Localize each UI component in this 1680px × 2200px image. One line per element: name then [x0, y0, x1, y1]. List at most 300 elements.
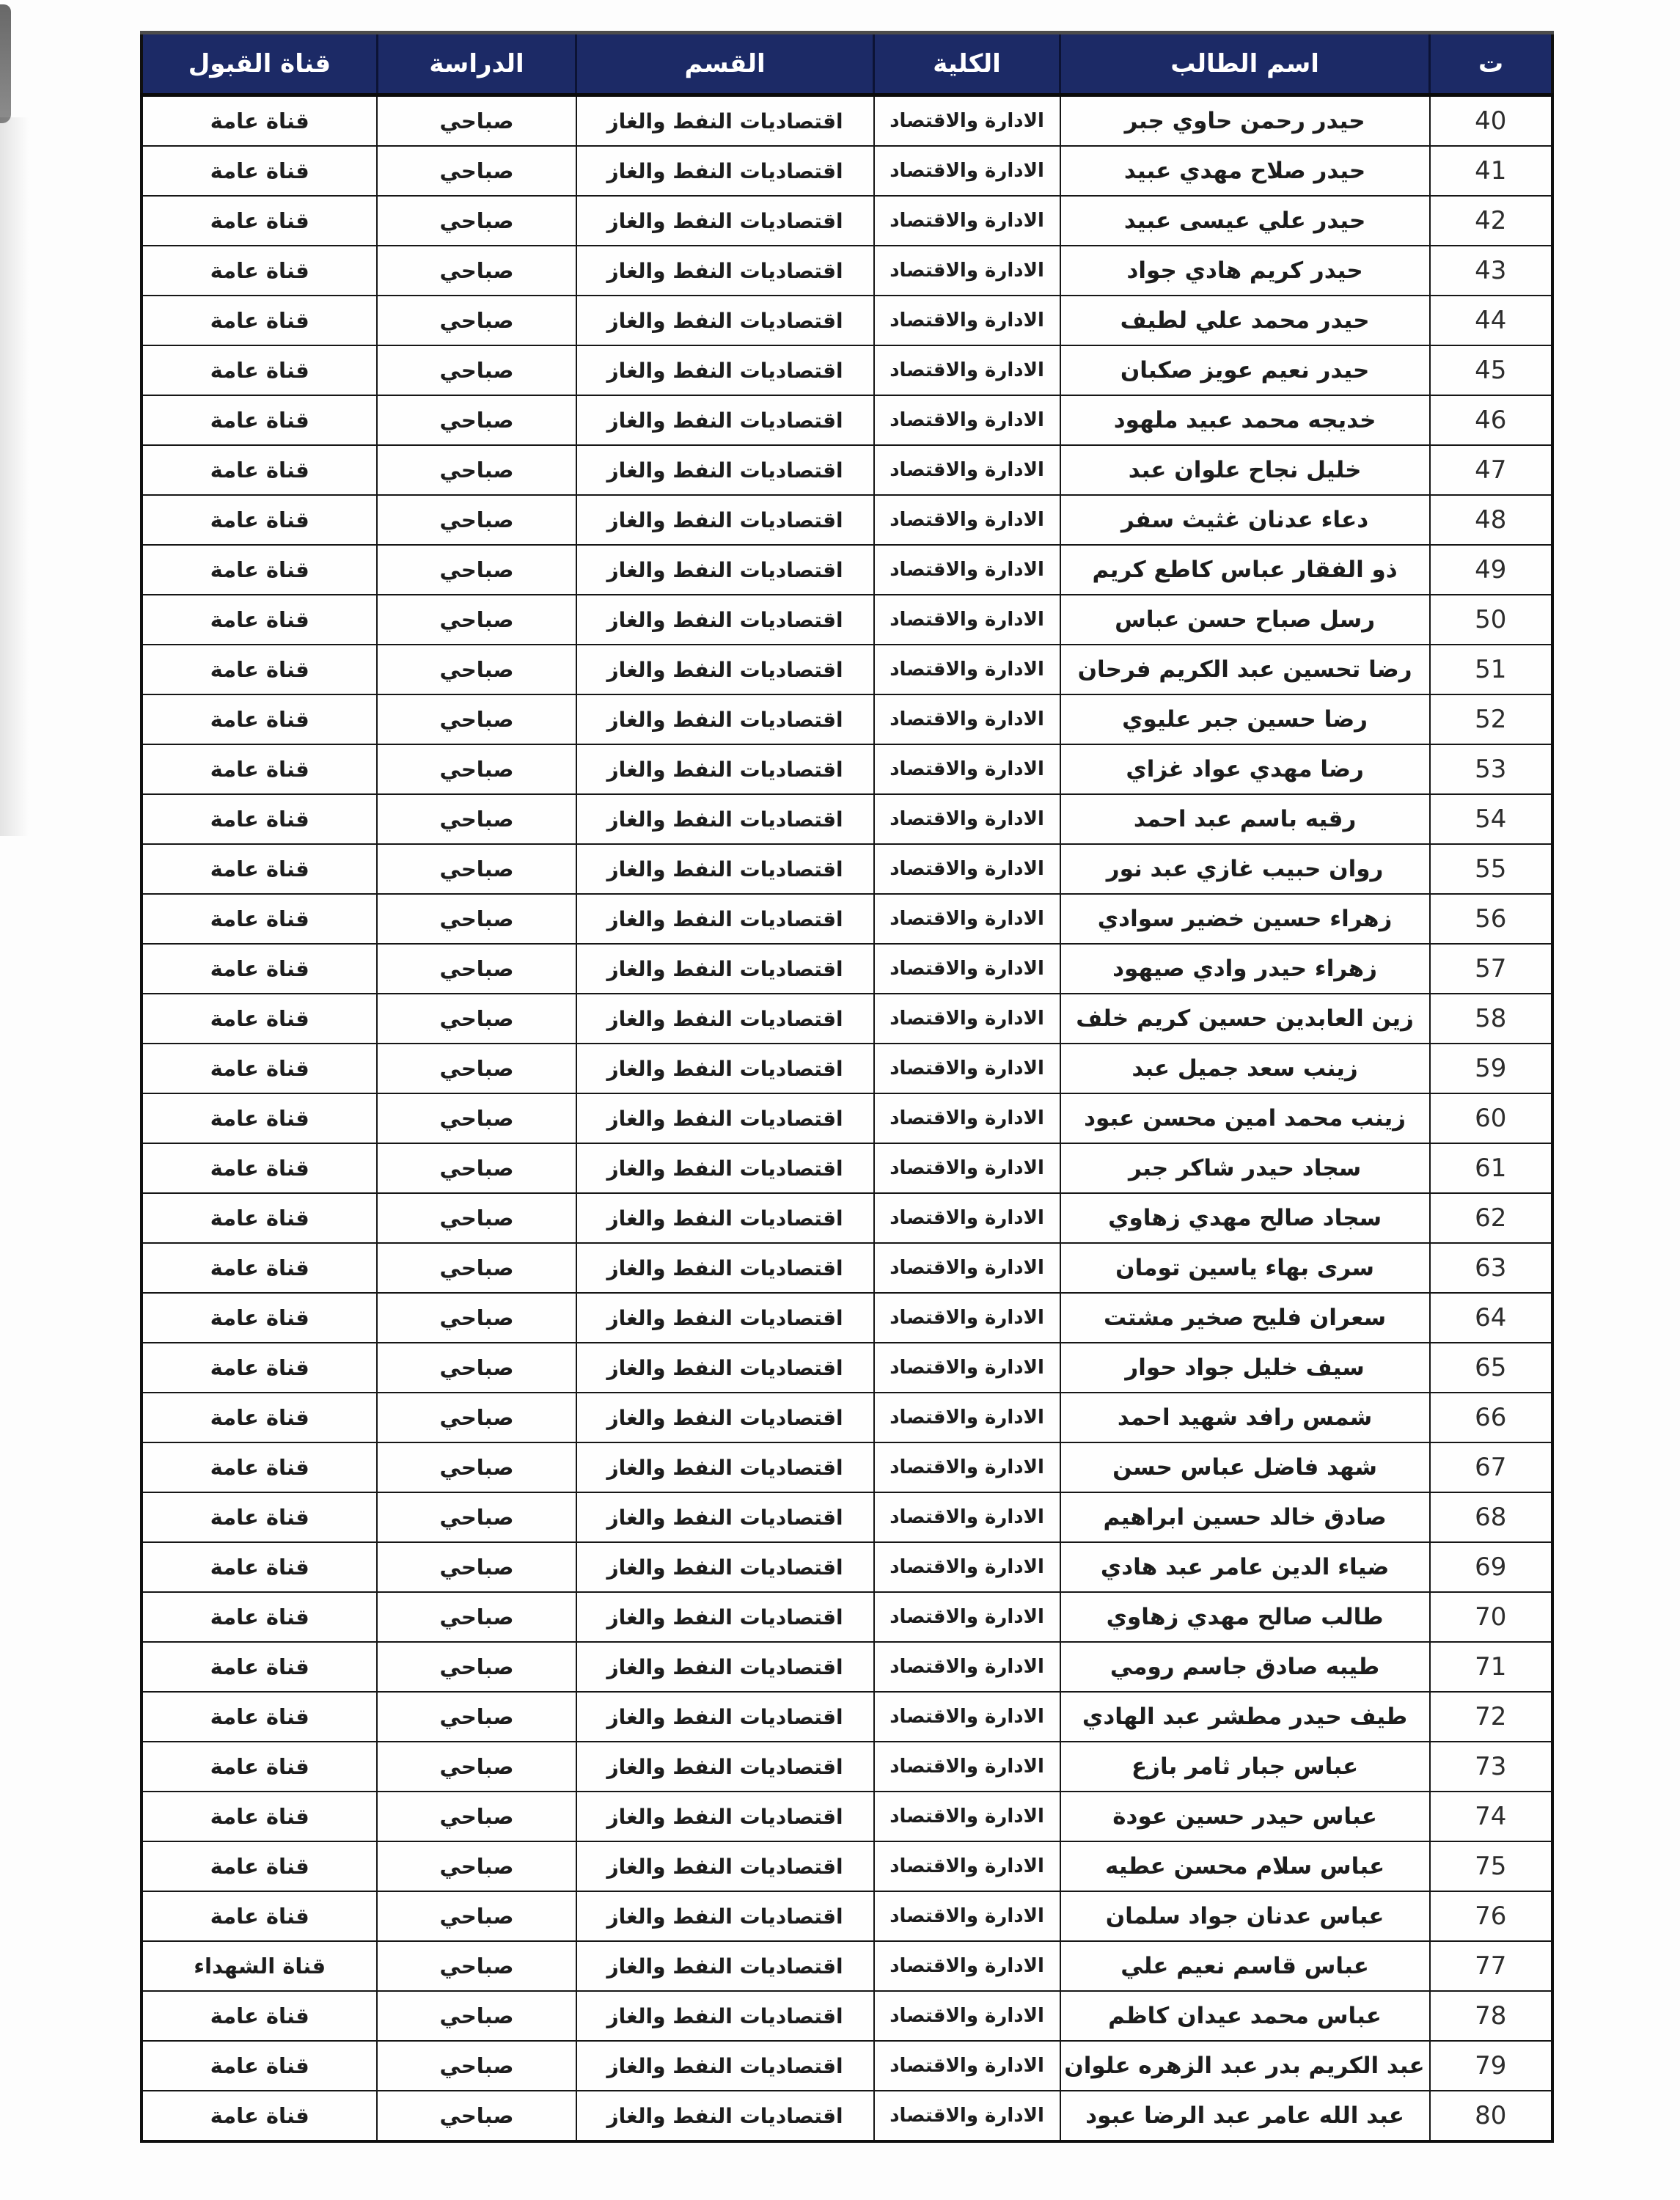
cell-study-type: صباحي	[377, 1492, 576, 1542]
cell-college: الادارة والاقتصاد	[874, 645, 1060, 694]
cell-admission-channel: قناة عامة	[142, 595, 377, 645]
cell-college: الادارة والاقتصاد	[874, 1243, 1060, 1293]
cell-student-name: زينب محمد امين محسن عبود	[1060, 1093, 1430, 1143]
cell-college: الادارة والاقتصاد	[874, 495, 1060, 545]
table-row	[142, 246, 1552, 296]
table-row	[142, 844, 1552, 894]
cell-college: الادارة والاقتصاد	[874, 1442, 1060, 1492]
table-row	[142, 794, 1552, 844]
cell-admission-channel: قناة عامة	[142, 1692, 377, 1742]
cell-no: 53	[1430, 744, 1552, 794]
cell-admission-channel: قناة عامة	[142, 1243, 377, 1293]
cell-admission-channel: قناة عامة	[142, 1343, 377, 1393]
cell-admission-channel: قناة عامة	[142, 345, 377, 395]
table-row	[142, 1891, 1552, 1941]
cell-student-name: حيدر صلاح مهدي عبيد	[1060, 146, 1430, 196]
cell-no: 76	[1430, 1891, 1552, 1941]
cell-admission-channel: قناة عامة	[142, 1442, 377, 1492]
cell-admission-channel: قناة عامة	[142, 994, 377, 1044]
cell-student-name: عبد الله عامر عبد الرضا عبود	[1060, 2091, 1430, 2141]
cell-student-name: شهد فاضل عباس حسن	[1060, 1442, 1430, 1492]
cell-study-type: صباحي	[377, 2041, 576, 2091]
cell-department: اقتصاديات النفط والغاز	[576, 1841, 874, 1891]
header-study-type: الدراسة	[377, 33, 576, 95]
cell-study-type: صباحي	[377, 844, 576, 894]
cell-department: اقتصاديات النفط والغاز	[576, 1243, 874, 1293]
cell-student-name: رضا مهدي عواد غزاي	[1060, 744, 1430, 794]
header-college: الكلية	[874, 33, 1060, 95]
cell-student-name: سرى بهاء ياسين تومان	[1060, 1243, 1430, 1293]
cell-college: الادارة والاقتصاد	[874, 1492, 1060, 1542]
table-row	[142, 894, 1552, 944]
cell-study-type: صباحي	[377, 1293, 576, 1343]
cell-admission-channel: قناة عامة	[142, 694, 377, 744]
header-no: ت	[1430, 33, 1552, 95]
cell-study-type: صباحي	[377, 1991, 576, 2041]
table-row	[142, 1642, 1552, 1692]
cell-college: الادارة والاقتصاد	[874, 894, 1060, 944]
cell-college: الادارة والاقتصاد	[874, 395, 1060, 445]
cell-study-type: صباحي	[377, 1343, 576, 1393]
cell-no: 42	[1430, 196, 1552, 246]
scroll-indicator[interactable]	[0, 4, 11, 123]
cell-student-name: دعاء عدنان غثيث سفر	[1060, 495, 1430, 545]
cell-department: اقتصاديات النفط والغاز	[576, 2041, 874, 2091]
table-body	[142, 95, 1552, 2142]
cell-student-name: حيدر محمد علي لطيف	[1060, 296, 1430, 345]
cell-admission-channel: قناة عامة	[142, 1293, 377, 1343]
cell-department: اقتصاديات النفط والغاز	[576, 1692, 874, 1742]
cell-study-type: صباحي	[377, 495, 576, 545]
cell-admission-channel: قناة عامة	[142, 794, 377, 844]
cell-department: اقتصاديات النفط والغاز	[576, 1891, 874, 1941]
cell-study-type: صباحي	[377, 744, 576, 794]
cell-student-name: طالب صالح مهدي زهاوي	[1060, 1592, 1430, 1642]
cell-no: 69	[1430, 1542, 1552, 1592]
cell-study-type: صباحي	[377, 1692, 576, 1742]
table-row	[142, 545, 1552, 595]
cell-no: 77	[1430, 1941, 1552, 1991]
cell-admission-channel: قناة عامة	[142, 196, 377, 246]
cell-college: الادارة والاقتصاد	[874, 1343, 1060, 1393]
cell-college: الادارة والاقتصاد	[874, 1542, 1060, 1592]
cell-college: الادارة والاقتصاد	[874, 595, 1060, 645]
cell-no: 62	[1430, 1193, 1552, 1243]
cell-study-type: صباحي	[377, 395, 576, 445]
scan-shadow	[0, 117, 34, 836]
table-row	[142, 1841, 1552, 1891]
table-row	[142, 1692, 1552, 1742]
cell-study-type: صباحي	[377, 2091, 576, 2141]
cell-no: 80	[1430, 2091, 1552, 2141]
table-row	[142, 2041, 1552, 2091]
cell-department: اقتصاديات النفط والغاز	[576, 1093, 874, 1143]
cell-study-type: صباحي	[377, 1592, 576, 1642]
cell-admission-channel: قناة عامة	[142, 445, 377, 495]
table-row	[142, 1991, 1552, 2041]
cell-college: الادارة والاقتصاد	[874, 2091, 1060, 2141]
cell-admission-channel: قناة عامة	[142, 296, 377, 345]
cell-study-type: صباحي	[377, 694, 576, 744]
cell-study-type: صباحي	[377, 1891, 576, 1941]
cell-study-type: صباحي	[377, 196, 576, 246]
cell-admission-channel: قناة عامة	[142, 1093, 377, 1143]
cell-admission-channel: قناة عامة	[142, 1492, 377, 1542]
cell-no: 78	[1430, 1991, 1552, 2041]
cell-no: 49	[1430, 545, 1552, 595]
cell-student-name: طيف حيدر مطشر عبد الهادي	[1060, 1692, 1430, 1742]
header-admission-channel: قناة القبول	[142, 33, 377, 95]
cell-admission-channel: قناة عامة	[142, 1393, 377, 1442]
cell-college: الادارة والاقتصاد	[874, 1143, 1060, 1193]
cell-college: الادارة والاقتصاد	[874, 844, 1060, 894]
cell-study-type: صباحي	[377, 794, 576, 844]
cell-student-name: سعران فليح صخير مشتت	[1060, 1293, 1430, 1343]
cell-no: 70	[1430, 1592, 1552, 1642]
table-row	[142, 645, 1552, 694]
cell-college: الادارة والاقتصاد	[874, 1642, 1060, 1692]
cell-no: 48	[1430, 495, 1552, 545]
table-row	[142, 495, 1552, 545]
header-student-name: اسم الطالب	[1060, 33, 1430, 95]
table-row	[142, 1293, 1552, 1343]
table-row	[142, 1044, 1552, 1093]
cell-study-type: صباحي	[377, 95, 576, 147]
cell-no: 75	[1430, 1841, 1552, 1891]
cell-college: الادارة والاقتصاد	[874, 296, 1060, 345]
cell-no: 67	[1430, 1442, 1552, 1492]
cell-college: الادارة والاقتصاد	[874, 794, 1060, 844]
cell-admission-channel: قناة عامة	[142, 1193, 377, 1243]
students-table	[140, 31, 1554, 2143]
cell-department: اقتصاديات النفط والغاز	[576, 95, 874, 147]
table-row	[142, 146, 1552, 196]
cell-department: اقتصاديات النفط والغاز	[576, 495, 874, 545]
cell-college: الادارة والاقتصاد	[874, 146, 1060, 196]
cell-no: 71	[1430, 1642, 1552, 1692]
cell-study-type: صباحي	[377, 944, 576, 994]
table-row	[142, 944, 1552, 994]
cell-no: 64	[1430, 1293, 1552, 1343]
table-row	[142, 595, 1552, 645]
table-row	[142, 1542, 1552, 1592]
cell-study-type: صباحي	[377, 1193, 576, 1243]
cell-study-type: صباحي	[377, 1542, 576, 1592]
cell-college: الادارة والاقتصاد	[874, 1093, 1060, 1143]
cell-admission-channel: قناة عامة	[142, 1991, 377, 2041]
cell-study-type: صباحي	[377, 545, 576, 595]
cell-no: 57	[1430, 944, 1552, 994]
cell-no: 73	[1430, 1742, 1552, 1792]
table-row	[142, 196, 1552, 246]
cell-department: اقتصاديات النفط والغاز	[576, 1542, 874, 1592]
cell-department: اقتصاديات النفط والغاز	[576, 196, 874, 246]
table-row	[142, 1143, 1552, 1193]
cell-department: اقتصاديات النفط والغاز	[576, 1044, 874, 1093]
cell-study-type: صباحي	[377, 345, 576, 395]
cell-student-name: حيدر رحمن حاوي جبر	[1060, 95, 1430, 147]
table-row	[142, 744, 1552, 794]
cell-department: اقتصاديات النفط والغاز	[576, 744, 874, 794]
cell-student-name: خليل نجاح علوان عبد	[1060, 445, 1430, 495]
cell-college: الادارة والاقتصاد	[874, 95, 1060, 147]
cell-department: اقتصاديات النفط والغاز	[576, 595, 874, 645]
cell-study-type: صباحي	[377, 645, 576, 694]
table-row	[142, 1243, 1552, 1293]
cell-student-name: سيف خليل جواد حوار	[1060, 1343, 1430, 1393]
cell-department: اقتصاديات النفط والغاز	[576, 1442, 874, 1492]
cell-admission-channel: قناة عامة	[142, 246, 377, 296]
cell-department: اقتصاديات النفط والغاز	[576, 994, 874, 1044]
cell-student-name: زينب سعد جميل عبد	[1060, 1044, 1430, 1093]
cell-study-type: صباحي	[377, 1841, 576, 1891]
cell-student-name: عبد الكريم بدر عبد الزهره علوان	[1060, 2041, 1430, 2091]
cell-department: اقتصاديات النفط والغاز	[576, 844, 874, 894]
cell-department: اقتصاديات النفط والغاز	[576, 1792, 874, 1841]
cell-study-type: صباحي	[377, 994, 576, 1044]
cell-no: 44	[1430, 296, 1552, 345]
cell-admission-channel: قناة عامة	[142, 645, 377, 694]
cell-college: الادارة والاقتصاد	[874, 1293, 1060, 1343]
cell-college: الادارة والاقتصاد	[874, 1592, 1060, 1642]
cell-no: 65	[1430, 1343, 1552, 1393]
cell-department: اقتصاديات النفط والغاز	[576, 545, 874, 595]
table-row	[142, 1592, 1552, 1642]
cell-department: اقتصاديات النفط والغاز	[576, 1941, 874, 1991]
table-row	[142, 296, 1552, 345]
cell-admission-channel: قناة عامة	[142, 1792, 377, 1841]
cell-no: 43	[1430, 246, 1552, 296]
cell-no: 47	[1430, 445, 1552, 495]
table-row	[142, 1393, 1552, 1442]
table-row	[142, 445, 1552, 495]
cell-no: 59	[1430, 1044, 1552, 1093]
cell-department: اقتصاديات النفط والغاز	[576, 1991, 874, 2041]
cell-admission-channel: قناة عامة	[142, 894, 377, 944]
cell-admission-channel: قناة عامة	[142, 545, 377, 595]
cell-student-name: ذو الفقار عباس كاطع كريم	[1060, 545, 1430, 595]
cell-department: اقتصاديات النفط والغاز	[576, 1193, 874, 1243]
cell-no: 58	[1430, 994, 1552, 1044]
cell-no: 63	[1430, 1243, 1552, 1293]
cell-college: الادارة والاقتصاد	[874, 1941, 1060, 1991]
cell-student-name: عباس حيدر حسين عودة	[1060, 1792, 1430, 1841]
cell-college: الادارة والاقتصاد	[874, 545, 1060, 595]
cell-admission-channel: قناة عامة	[142, 1742, 377, 1792]
cell-college: الادارة والاقتصاد	[874, 196, 1060, 246]
cell-no: 52	[1430, 694, 1552, 744]
table-row	[142, 1792, 1552, 1841]
cell-student-name: صادق خالد حسين ابراهيم	[1060, 1492, 1430, 1542]
cell-admission-channel: قناة عامة	[142, 146, 377, 196]
cell-college: الادارة والاقتصاد	[874, 694, 1060, 744]
cell-student-name: سجاد حيدر شاكر جبر	[1060, 1143, 1430, 1193]
cell-admission-channel: قناة عامة	[142, 1044, 377, 1093]
cell-no: 72	[1430, 1692, 1552, 1742]
cell-student-name: ضياء الدين عامر عبد هادي	[1060, 1542, 1430, 1592]
table-row	[142, 1343, 1552, 1393]
cell-study-type: صباحي	[377, 246, 576, 296]
cell-department: اقتصاديات النفط والغاز	[576, 1293, 874, 1343]
cell-admission-channel: قناة عامة	[142, 944, 377, 994]
table-row	[142, 1742, 1552, 1792]
cell-department: اقتصاديات النفط والغاز	[576, 944, 874, 994]
cell-student-name: رضا تحسين عبد الكريم فرحان	[1060, 645, 1430, 694]
cell-student-name: عباس عدنان جواد سلمان	[1060, 1891, 1430, 1941]
cell-department: اقتصاديات النفط والغاز	[576, 1592, 874, 1642]
cell-admission-channel: قناة عامة	[142, 1592, 377, 1642]
cell-student-name: عباس محمد عيدان كاظم	[1060, 1991, 1430, 2041]
cell-study-type: صباحي	[377, 1093, 576, 1143]
cell-admission-channel: قناة عامة	[142, 1891, 377, 1941]
cell-college: الادارة والاقتصاد	[874, 1841, 1060, 1891]
cell-department: اقتصاديات النفط والغاز	[576, 894, 874, 944]
cell-study-type: صباحي	[377, 1143, 576, 1193]
cell-admission-channel: قناة عامة	[142, 844, 377, 894]
cell-student-name: عباس سلام محسن عطيه	[1060, 1841, 1430, 1891]
cell-study-type: صباحي	[377, 1243, 576, 1293]
cell-college: الادارة والاقتصاد	[874, 246, 1060, 296]
cell-student-name: عباس قاسم نعيم علي	[1060, 1941, 1430, 1991]
cell-no: 51	[1430, 645, 1552, 694]
cell-college: الادارة والاقتصاد	[874, 1792, 1060, 1841]
cell-no: 41	[1430, 146, 1552, 196]
cell-department: اقتصاديات النفط والغاز	[576, 1393, 874, 1442]
cell-student-name: زهراء حيدر وادي صيهود	[1060, 944, 1430, 994]
cell-study-type: صباحي	[377, 296, 576, 345]
cell-study-type: صباحي	[377, 1044, 576, 1093]
cell-student-name: شمس رافد شهيد احمد	[1060, 1393, 1430, 1442]
cell-no: 74	[1430, 1792, 1552, 1841]
cell-no: 55	[1430, 844, 1552, 894]
cell-admission-channel: قناة عامة	[142, 395, 377, 445]
cell-department: اقتصاديات النفط والغاز	[576, 296, 874, 345]
cell-department: اقتصاديات النفط والغاز	[576, 694, 874, 744]
cell-study-type: صباحي	[377, 894, 576, 944]
cell-department: اقتصاديات النفط والغاز	[576, 1742, 874, 1792]
cell-department: اقتصاديات النفط والغاز	[576, 1492, 874, 1542]
header-row	[142, 33, 1552, 95]
cell-college: الادارة والاقتصاد	[874, 1193, 1060, 1243]
cell-no: 61	[1430, 1143, 1552, 1193]
cell-department: اقتصاديات النفط والغاز	[576, 1642, 874, 1692]
cell-no: 54	[1430, 794, 1552, 844]
cell-study-type: صباحي	[377, 1742, 576, 1792]
cell-study-type: صباحي	[377, 1442, 576, 1492]
cell-no: 50	[1430, 595, 1552, 645]
cell-student-name: طيبه صادق جاسم رومي	[1060, 1642, 1430, 1692]
table-header	[142, 33, 1552, 95]
cell-college: الادارة والاقتصاد	[874, 1742, 1060, 1792]
cell-student-name: حيدر علي عيسى عبيد	[1060, 196, 1430, 246]
cell-admission-channel: قناة عامة	[142, 2091, 377, 2141]
cell-college: الادارة والاقتصاد	[874, 1692, 1060, 1742]
cell-college: الادارة والاقتصاد	[874, 1393, 1060, 1442]
cell-student-name: زهراء حسين خضير سوادي	[1060, 894, 1430, 944]
cell-college: الادارة والاقتصاد	[874, 944, 1060, 994]
cell-student-name: روان حبيب غازي عبد نور	[1060, 844, 1430, 894]
table-row	[142, 994, 1552, 1044]
cell-study-type: صباحي	[377, 146, 576, 196]
cell-department: اقتصاديات النفط والغاز	[576, 146, 874, 196]
cell-admission-channel: قناة عامة	[142, 1841, 377, 1891]
cell-college: الادارة والاقتصاد	[874, 744, 1060, 794]
cell-student-name: سجاد صالح مهدي زهاوي	[1060, 1193, 1430, 1243]
cell-department: اقتصاديات النفط والغاز	[576, 794, 874, 844]
table-row	[142, 1193, 1552, 1243]
cell-department: اقتصاديات النفط والغاز	[576, 395, 874, 445]
table-row	[142, 694, 1552, 744]
table-row	[142, 345, 1552, 395]
cell-no: 66	[1430, 1393, 1552, 1442]
table-row	[142, 1093, 1552, 1143]
cell-study-type: صباحي	[377, 1941, 576, 1991]
cell-study-type: صباحي	[377, 1792, 576, 1841]
cell-department: اقتصاديات النفط والغاز	[576, 445, 874, 495]
cell-study-type: صباحي	[377, 445, 576, 495]
cell-student-name: خديجه محمد عبيد ملهود	[1060, 395, 1430, 445]
cell-no: 40	[1430, 95, 1552, 147]
cell-admission-channel: قناة عامة	[142, 495, 377, 545]
cell-college: الادارة والاقتصاد	[874, 345, 1060, 395]
cell-student-name: رسل صباح حسن عباس	[1060, 595, 1430, 645]
cell-no: 60	[1430, 1093, 1552, 1143]
cell-no: 46	[1430, 395, 1552, 445]
cell-department: اقتصاديات النفط والغاز	[576, 345, 874, 395]
cell-college: الادارة والاقتصاد	[874, 1044, 1060, 1093]
table-row	[142, 2091, 1552, 2141]
table-row	[142, 1492, 1552, 1542]
table-row	[142, 395, 1552, 445]
cell-admission-channel: قناة عامة	[142, 1143, 377, 1193]
cell-study-type: صباحي	[377, 1642, 576, 1692]
cell-student-name: زين العابدين حسين كريم خلف	[1060, 994, 1430, 1044]
cell-admission-channel: قناة عامة	[142, 744, 377, 794]
cell-college: الادارة والاقتصاد	[874, 994, 1060, 1044]
cell-student-name: حيدر كريم هادي جواد	[1060, 246, 1430, 296]
header-department: القسم	[576, 33, 874, 95]
cell-no: 56	[1430, 894, 1552, 944]
cell-department: اقتصاديات النفط والغاز	[576, 645, 874, 694]
cell-student-name: رضا حسين جبر عليوي	[1060, 694, 1430, 744]
table-row	[142, 95, 1552, 147]
cell-study-type: صباحي	[377, 1393, 576, 1442]
cell-department: اقتصاديات النفط والغاز	[576, 2091, 874, 2141]
cell-college: الادارة والاقتصاد	[874, 445, 1060, 495]
students-table-container	[140, 31, 1554, 2143]
cell-no: 79	[1430, 2041, 1552, 2091]
cell-college: الادارة والاقتصاد	[874, 1891, 1060, 1941]
cell-study-type: صباحي	[377, 595, 576, 645]
cell-student-name: حيدر نعيم عويز صكبان	[1060, 345, 1430, 395]
cell-no: 68	[1430, 1492, 1552, 1542]
cell-no: 45	[1430, 345, 1552, 395]
cell-college: الادارة والاقتصاد	[874, 2041, 1060, 2091]
cell-admission-channel: قناة عامة	[142, 1542, 377, 1592]
cell-department: اقتصاديات النفط والغاز	[576, 246, 874, 296]
cell-college: الادارة والاقتصاد	[874, 1991, 1060, 2041]
cell-admission-channel: قناة عامة	[142, 1642, 377, 1692]
table-row	[142, 1442, 1552, 1492]
cell-student-name: رقيه باسم عبد احمد	[1060, 794, 1430, 844]
cell-admission-channel: قناة عامة	[142, 95, 377, 147]
cell-department: اقتصاديات النفط والغاز	[576, 1143, 874, 1193]
cell-student-name: عباس جبار ثامر بازع	[1060, 1742, 1430, 1792]
cell-department: اقتصاديات النفط والغاز	[576, 1343, 874, 1393]
table-row	[142, 1941, 1552, 1991]
cell-admission-channel: قناة الشهداء	[142, 1941, 377, 1991]
cell-admission-channel: قناة عامة	[142, 2041, 377, 2091]
